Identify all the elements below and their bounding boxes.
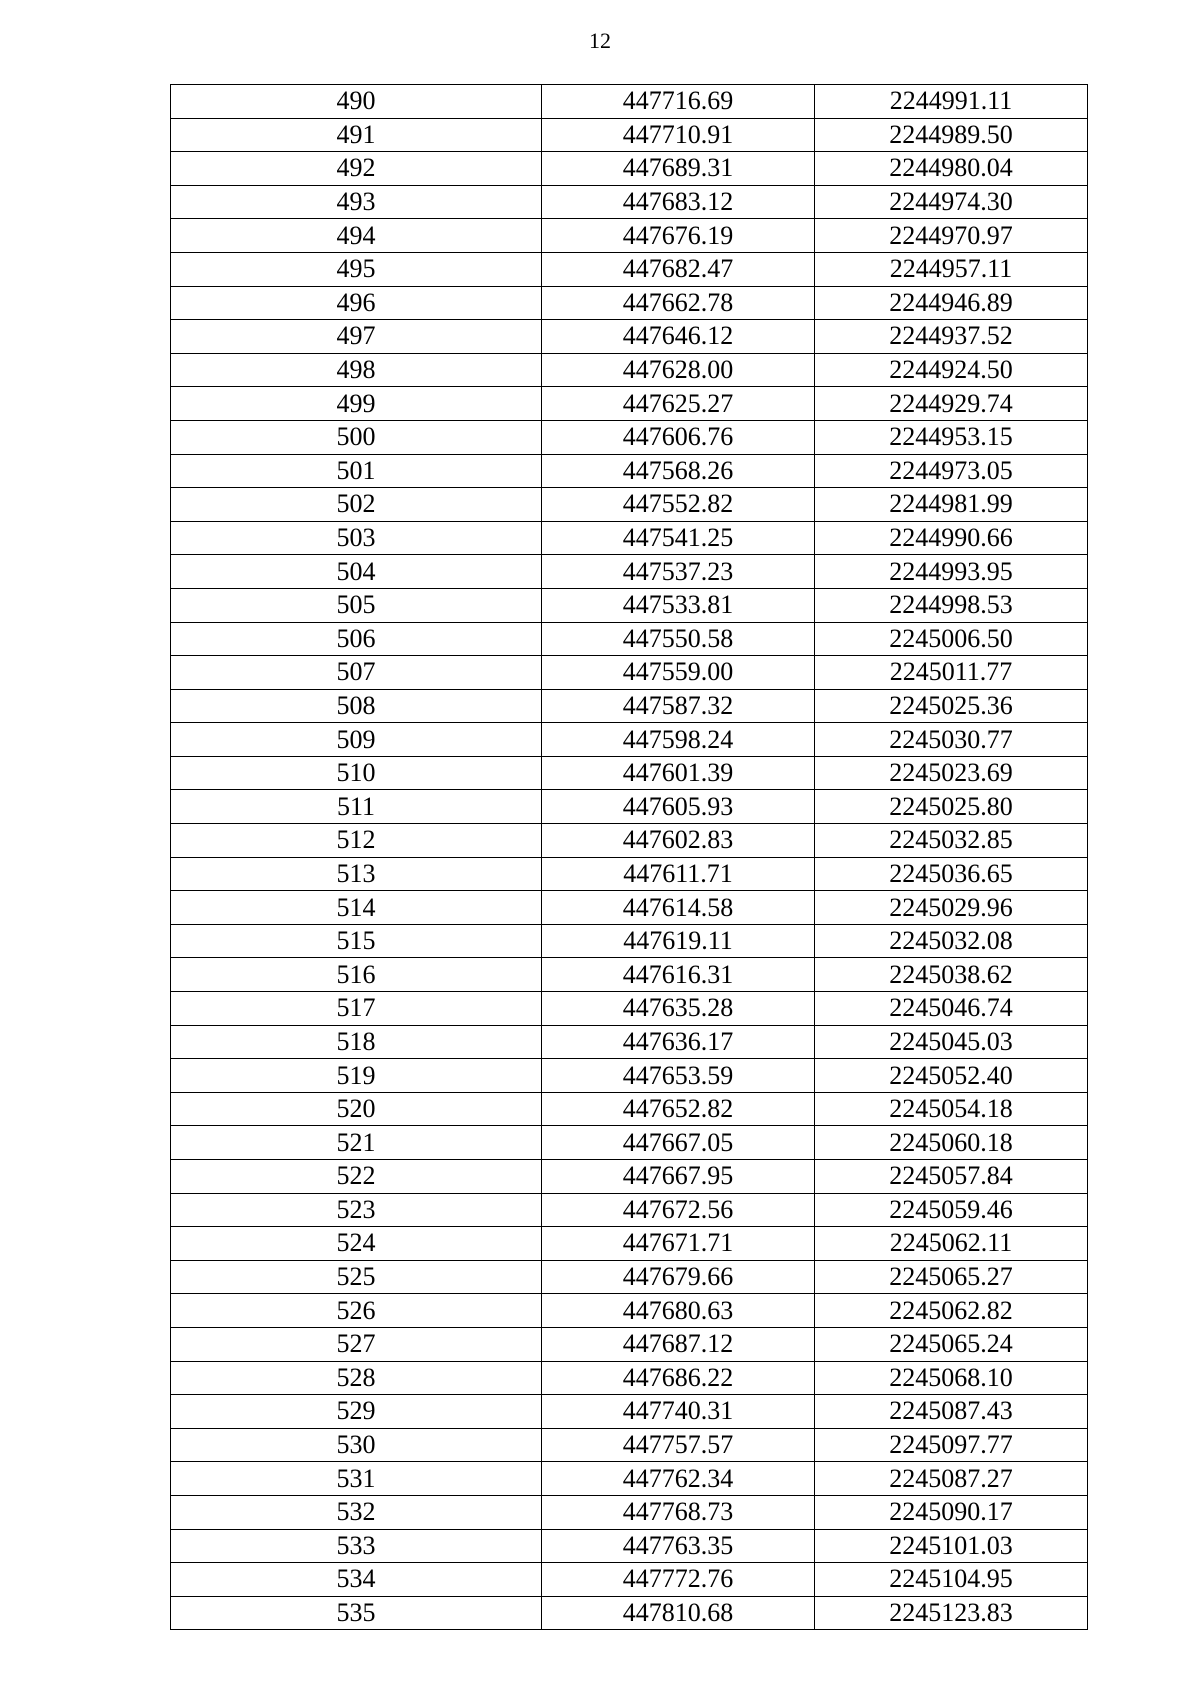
x-coordinate-cell: 447653.59	[542, 1059, 815, 1093]
point-number-cell: 515	[171, 924, 542, 958]
x-coordinate-cell: 447768.73	[542, 1495, 815, 1529]
point-number-cell: 507	[171, 656, 542, 690]
coordinates-table	[170, 84, 1088, 1630]
point-number-cell: 498	[171, 353, 542, 387]
point-number-cell: 523	[171, 1193, 542, 1227]
table-row	[171, 1059, 1088, 1093]
x-coordinate-cell: 447616.31	[542, 958, 815, 992]
y-coordinate-cell: 2245101.03	[815, 1529, 1088, 1563]
table-row	[171, 1260, 1088, 1294]
point-number-cell: 512	[171, 824, 542, 858]
x-coordinate-cell: 447686.22	[542, 1361, 815, 1395]
x-coordinate-cell: 447537.23	[542, 555, 815, 589]
x-coordinate-cell: 447683.12	[542, 185, 815, 219]
table-row	[171, 1361, 1088, 1395]
y-coordinate-cell: 2244989.50	[815, 118, 1088, 152]
table-row	[171, 790, 1088, 824]
table-row	[171, 387, 1088, 421]
y-coordinate-cell: 2245065.24	[815, 1327, 1088, 1361]
y-coordinate-cell: 2245062.82	[815, 1294, 1088, 1328]
y-coordinate-cell: 2245006.50	[815, 622, 1088, 656]
y-coordinate-cell: 2245029.96	[815, 891, 1088, 925]
y-coordinate-cell: 2245052.40	[815, 1059, 1088, 1093]
table-row	[171, 1092, 1088, 1126]
y-coordinate-cell: 2245046.74	[815, 992, 1088, 1026]
y-coordinate-cell: 2245036.65	[815, 857, 1088, 891]
table-row	[171, 521, 1088, 555]
x-coordinate-cell: 447687.12	[542, 1327, 815, 1361]
point-number-cell: 524	[171, 1227, 542, 1261]
point-number-cell: 533	[171, 1529, 542, 1563]
x-coordinate-cell: 447682.47	[542, 252, 815, 286]
table-row	[171, 656, 1088, 690]
x-coordinate-cell: 447552.82	[542, 488, 815, 522]
x-coordinate-cell: 447628.00	[542, 353, 815, 387]
x-coordinate-cell: 447646.12	[542, 320, 815, 354]
table-row	[171, 924, 1088, 958]
table-row	[171, 1025, 1088, 1059]
point-number-cell: 510	[171, 756, 542, 790]
point-number-cell: 517	[171, 992, 542, 1026]
x-coordinate-cell: 447652.82	[542, 1092, 815, 1126]
point-number-cell: 514	[171, 891, 542, 925]
table-row	[171, 756, 1088, 790]
x-coordinate-cell: 447614.58	[542, 891, 815, 925]
point-number-cell: 501	[171, 454, 542, 488]
point-number-cell: 505	[171, 588, 542, 622]
x-coordinate-cell: 447541.25	[542, 521, 815, 555]
point-number-cell: 521	[171, 1126, 542, 1160]
table-row	[171, 1126, 1088, 1160]
y-coordinate-cell: 2245097.77	[815, 1428, 1088, 1462]
point-number-cell: 499	[171, 387, 542, 421]
x-coordinate-cell: 447667.95	[542, 1160, 815, 1194]
x-coordinate-cell: 447587.32	[542, 689, 815, 723]
table-row	[171, 420, 1088, 454]
table-row	[171, 1160, 1088, 1194]
y-coordinate-cell: 2245062.11	[815, 1227, 1088, 1261]
table-row	[171, 723, 1088, 757]
y-coordinate-cell: 2245090.17	[815, 1495, 1088, 1529]
x-coordinate-cell: 447772.76	[542, 1563, 815, 1597]
y-coordinate-cell: 2245104.95	[815, 1563, 1088, 1597]
x-coordinate-cell: 447625.27	[542, 387, 815, 421]
table-row	[171, 320, 1088, 354]
point-number-cell: 531	[171, 1462, 542, 1496]
y-coordinate-cell: 2244970.97	[815, 219, 1088, 253]
x-coordinate-cell: 447598.24	[542, 723, 815, 757]
y-coordinate-cell: 2245025.36	[815, 689, 1088, 723]
point-number-cell: 534	[171, 1563, 542, 1597]
point-number-cell: 493	[171, 185, 542, 219]
point-number-cell: 502	[171, 488, 542, 522]
table-row	[171, 622, 1088, 656]
y-coordinate-cell: 2245011.77	[815, 656, 1088, 690]
x-coordinate-cell: 447619.11	[542, 924, 815, 958]
point-number-cell: 500	[171, 420, 542, 454]
y-coordinate-cell: 2244991.11	[815, 85, 1088, 119]
table-row	[171, 958, 1088, 992]
x-coordinate-cell: 447662.78	[542, 286, 815, 320]
point-number-cell: 497	[171, 320, 542, 354]
point-number-cell: 491	[171, 118, 542, 152]
point-number-cell: 528	[171, 1361, 542, 1395]
table-row	[171, 454, 1088, 488]
y-coordinate-cell: 2245032.85	[815, 824, 1088, 858]
x-coordinate-cell: 447679.66	[542, 1260, 815, 1294]
x-coordinate-cell: 447672.56	[542, 1193, 815, 1227]
y-coordinate-cell: 2244993.95	[815, 555, 1088, 589]
y-coordinate-cell: 2245087.27	[815, 1462, 1088, 1496]
point-number-cell: 519	[171, 1059, 542, 1093]
x-coordinate-cell: 447605.93	[542, 790, 815, 824]
point-number-cell: 518	[171, 1025, 542, 1059]
point-number-cell: 520	[171, 1092, 542, 1126]
table-row	[171, 1395, 1088, 1429]
point-number-cell: 509	[171, 723, 542, 757]
y-coordinate-cell: 2244981.99	[815, 488, 1088, 522]
x-coordinate-cell: 447680.63	[542, 1294, 815, 1328]
table-row	[171, 1193, 1088, 1227]
y-coordinate-cell: 2245068.10	[815, 1361, 1088, 1395]
table-row	[171, 488, 1088, 522]
x-coordinate-cell: 447757.57	[542, 1428, 815, 1462]
y-coordinate-cell: 2244953.15	[815, 420, 1088, 454]
x-coordinate-cell: 447689.31	[542, 152, 815, 186]
table-row	[171, 824, 1088, 858]
y-coordinate-cell: 2244929.74	[815, 387, 1088, 421]
table-row	[171, 1428, 1088, 1462]
point-number-cell: 532	[171, 1495, 542, 1529]
x-coordinate-cell: 447667.05	[542, 1126, 815, 1160]
y-coordinate-cell: 2244974.30	[815, 185, 1088, 219]
table-row	[171, 1596, 1088, 1630]
x-coordinate-cell: 447568.26	[542, 454, 815, 488]
table-row	[171, 118, 1088, 152]
y-coordinate-cell: 2245065.27	[815, 1260, 1088, 1294]
y-coordinate-cell: 2245030.77	[815, 723, 1088, 757]
table-row	[171, 152, 1088, 186]
x-coordinate-cell: 447635.28	[542, 992, 815, 1026]
table-row	[171, 286, 1088, 320]
x-coordinate-cell: 447763.35	[542, 1529, 815, 1563]
table-row	[171, 1294, 1088, 1328]
y-coordinate-cell: 2244980.04	[815, 152, 1088, 186]
table-row	[171, 1563, 1088, 1597]
y-coordinate-cell: 2245038.62	[815, 958, 1088, 992]
point-number-cell: 516	[171, 958, 542, 992]
x-coordinate-cell: 447740.31	[542, 1395, 815, 1429]
x-coordinate-cell: 447533.81	[542, 588, 815, 622]
table-row	[171, 588, 1088, 622]
y-coordinate-cell: 2244946.89	[815, 286, 1088, 320]
point-number-cell: 508	[171, 689, 542, 723]
table-row	[171, 1529, 1088, 1563]
point-number-cell: 511	[171, 790, 542, 824]
x-coordinate-cell: 447710.91	[542, 118, 815, 152]
y-coordinate-cell: 2245025.80	[815, 790, 1088, 824]
point-number-cell: 522	[171, 1160, 542, 1194]
x-coordinate-cell: 447606.76	[542, 420, 815, 454]
x-coordinate-cell: 447601.39	[542, 756, 815, 790]
y-coordinate-cell: 2245087.43	[815, 1395, 1088, 1429]
x-coordinate-cell: 447671.71	[542, 1227, 815, 1261]
x-coordinate-cell: 447636.17	[542, 1025, 815, 1059]
y-coordinate-cell: 2244998.53	[815, 588, 1088, 622]
point-number-cell: 527	[171, 1327, 542, 1361]
point-number-cell: 492	[171, 152, 542, 186]
point-number-cell: 529	[171, 1395, 542, 1429]
table-row	[171, 1495, 1088, 1529]
y-coordinate-cell: 2244990.66	[815, 521, 1088, 555]
table-row	[171, 219, 1088, 253]
point-number-cell: 503	[171, 521, 542, 555]
point-number-cell: 495	[171, 252, 542, 286]
y-coordinate-cell: 2245060.18	[815, 1126, 1088, 1160]
point-number-cell: 504	[171, 555, 542, 589]
table-row	[171, 857, 1088, 891]
point-number-cell: 535	[171, 1596, 542, 1630]
y-coordinate-cell: 2245057.84	[815, 1160, 1088, 1194]
x-coordinate-cell: 447611.71	[542, 857, 815, 891]
point-number-cell: 494	[171, 219, 542, 253]
point-number-cell: 513	[171, 857, 542, 891]
table-row	[171, 1227, 1088, 1261]
table-row	[171, 555, 1088, 589]
y-coordinate-cell: 2245059.46	[815, 1193, 1088, 1227]
table-row	[171, 85, 1088, 119]
x-coordinate-cell: 447762.34	[542, 1462, 815, 1496]
x-coordinate-cell: 447676.19	[542, 219, 815, 253]
y-coordinate-cell: 2245123.83	[815, 1596, 1088, 1630]
y-coordinate-cell: 2245045.03	[815, 1025, 1088, 1059]
point-number-cell: 496	[171, 286, 542, 320]
table-row	[171, 689, 1088, 723]
point-number-cell: 490	[171, 85, 542, 119]
y-coordinate-cell: 2244924.50	[815, 353, 1088, 387]
x-coordinate-cell: 447716.69	[542, 85, 815, 119]
y-coordinate-cell: 2245054.18	[815, 1092, 1088, 1126]
point-number-cell: 506	[171, 622, 542, 656]
table-row	[171, 891, 1088, 925]
table-row	[171, 1327, 1088, 1361]
table-row	[171, 252, 1088, 286]
y-coordinate-cell: 2244937.52	[815, 320, 1088, 354]
table-row	[171, 1462, 1088, 1496]
table-row	[171, 992, 1088, 1026]
y-coordinate-cell: 2244957.11	[815, 252, 1088, 286]
point-number-cell: 525	[171, 1260, 542, 1294]
point-number-cell: 526	[171, 1294, 542, 1328]
x-coordinate-cell: 447810.68	[542, 1596, 815, 1630]
y-coordinate-cell: 2244973.05	[815, 454, 1088, 488]
point-number-cell: 530	[171, 1428, 542, 1462]
x-coordinate-cell: 447602.83	[542, 824, 815, 858]
x-coordinate-cell: 447559.00	[542, 656, 815, 690]
coordinates-table-body	[171, 85, 1088, 1630]
page-number: 12	[589, 28, 611, 53]
table-row	[171, 353, 1088, 387]
y-coordinate-cell: 2245032.08	[815, 924, 1088, 958]
table-row	[171, 185, 1088, 219]
x-coordinate-cell: 447550.58	[542, 622, 815, 656]
y-coordinate-cell: 2245023.69	[815, 756, 1088, 790]
